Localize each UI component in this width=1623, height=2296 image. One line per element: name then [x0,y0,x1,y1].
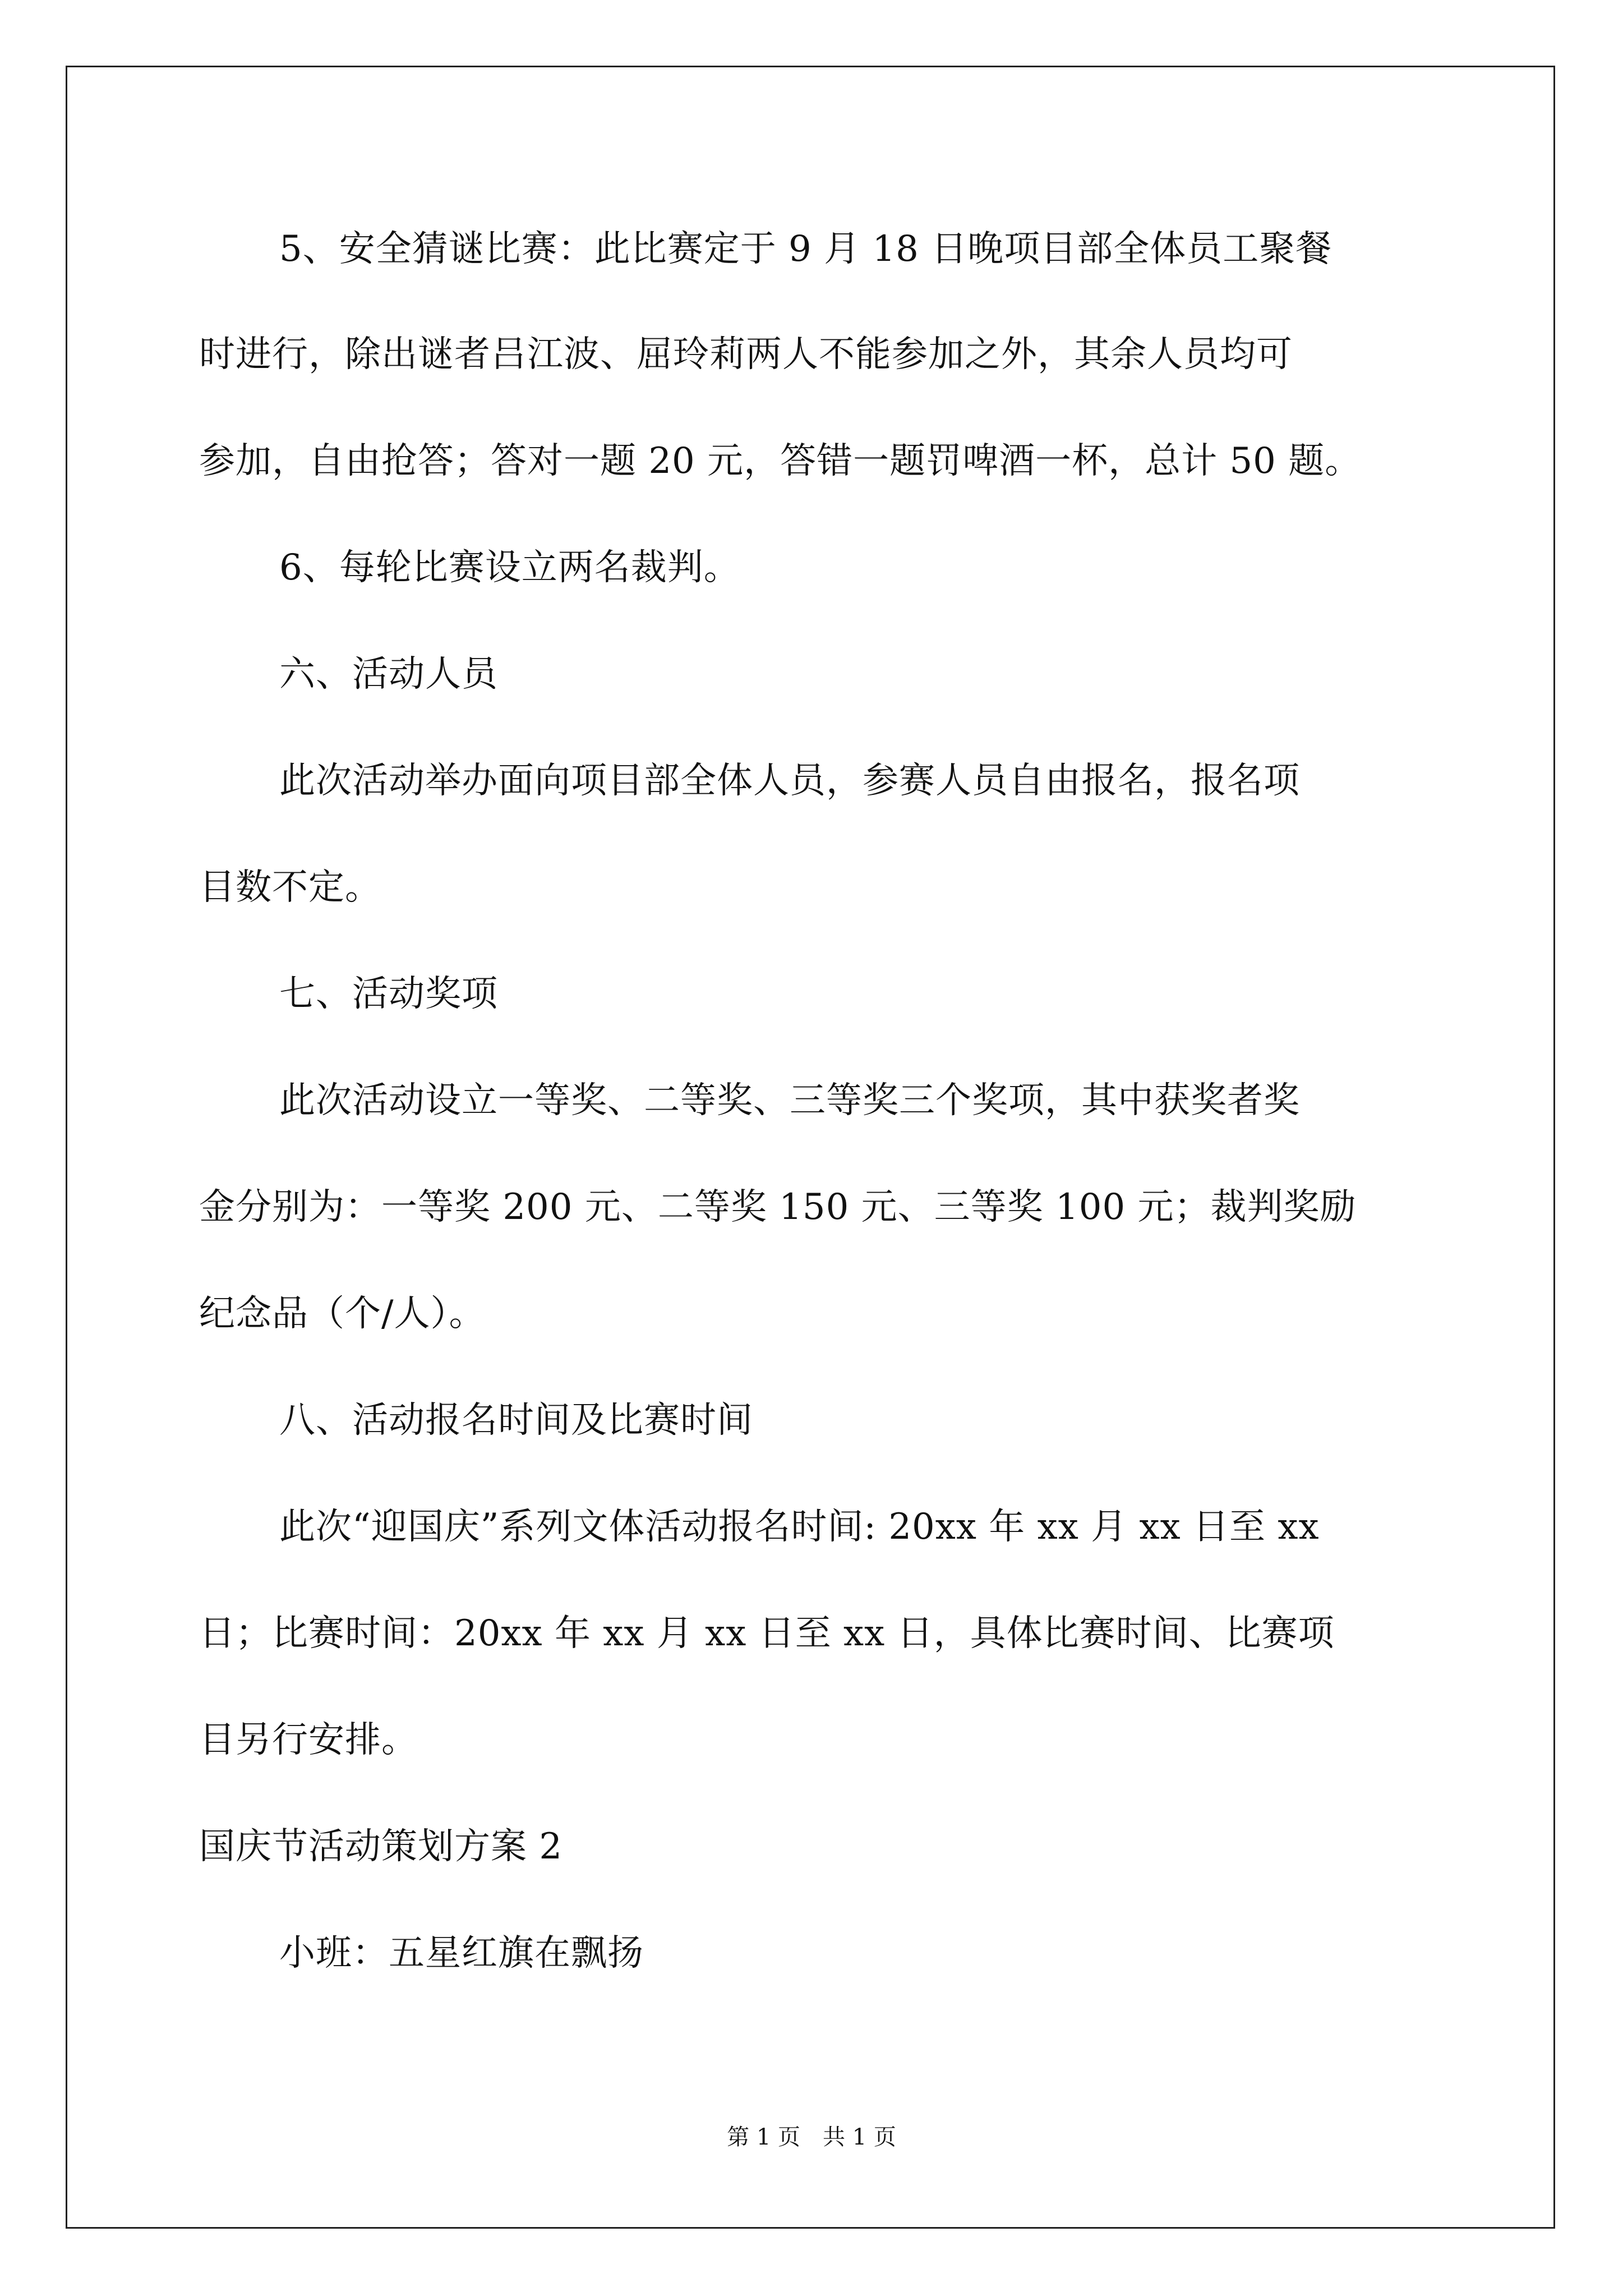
document-title: 国庆节活动策划方案 2 [199,1826,563,1867]
paragraph-line: 日；比赛时间：20xx 年 xx 月 xx 日至 xx 日，具体比赛时间、比赛项 [199,1613,1335,1654]
paragraph-line: 目另行安排。 [199,1719,418,1761]
paragraph-line: 目数不定。 [199,867,381,908]
paragraph-line: 此次活动设立一等奖、二等奖、三等奖三个奖项，其中获奖者奖 [279,1080,1300,1121]
section-heading: 八、活动报名时间及比赛时间 [279,1400,753,1441]
paragraph-line: 小班：五星红旗在飘扬 [279,1932,644,1974]
page-footer: 第 1 页 共 1 页 [727,2124,896,2150]
paragraph-line: 时进行，除出谜者吕江波、屈玲莉两人不能参加之外，其余人员均可 [199,334,1293,375]
paragraph-line: 金分别为：一等奖 200 元、二等奖 150 元、三等奖 100 元；裁判奖励 [199,1186,1357,1228]
page-border [66,66,1555,2229]
paragraph-line: 参加，自由抢答；答对一题 20 元，答错一题罚啤酒一杯，总计 50 题。 [199,440,1362,482]
paragraph-line: 此次活动举办面向项目部全体人员，参赛人员自由报名，报名项 [279,760,1300,802]
paragraph-line: 5、安全猜谜比赛：此比赛定于 9 月 18 日晚项目部全体员工聚餐 [279,228,1332,270]
paragraph-line: 此次“迎国庆”系列文体活动报名时间: 20xx 年 xx 月 xx 日至 xx [279,1506,1320,1548]
paragraph-line: 6、每轮比赛设立两名裁判。 [279,547,740,588]
section-heading: 六、活动人员 [279,654,498,695]
paragraph-line: 纪念品（个/人）。 [199,1293,486,1335]
section-heading: 七、活动奖项 [279,973,498,1015]
